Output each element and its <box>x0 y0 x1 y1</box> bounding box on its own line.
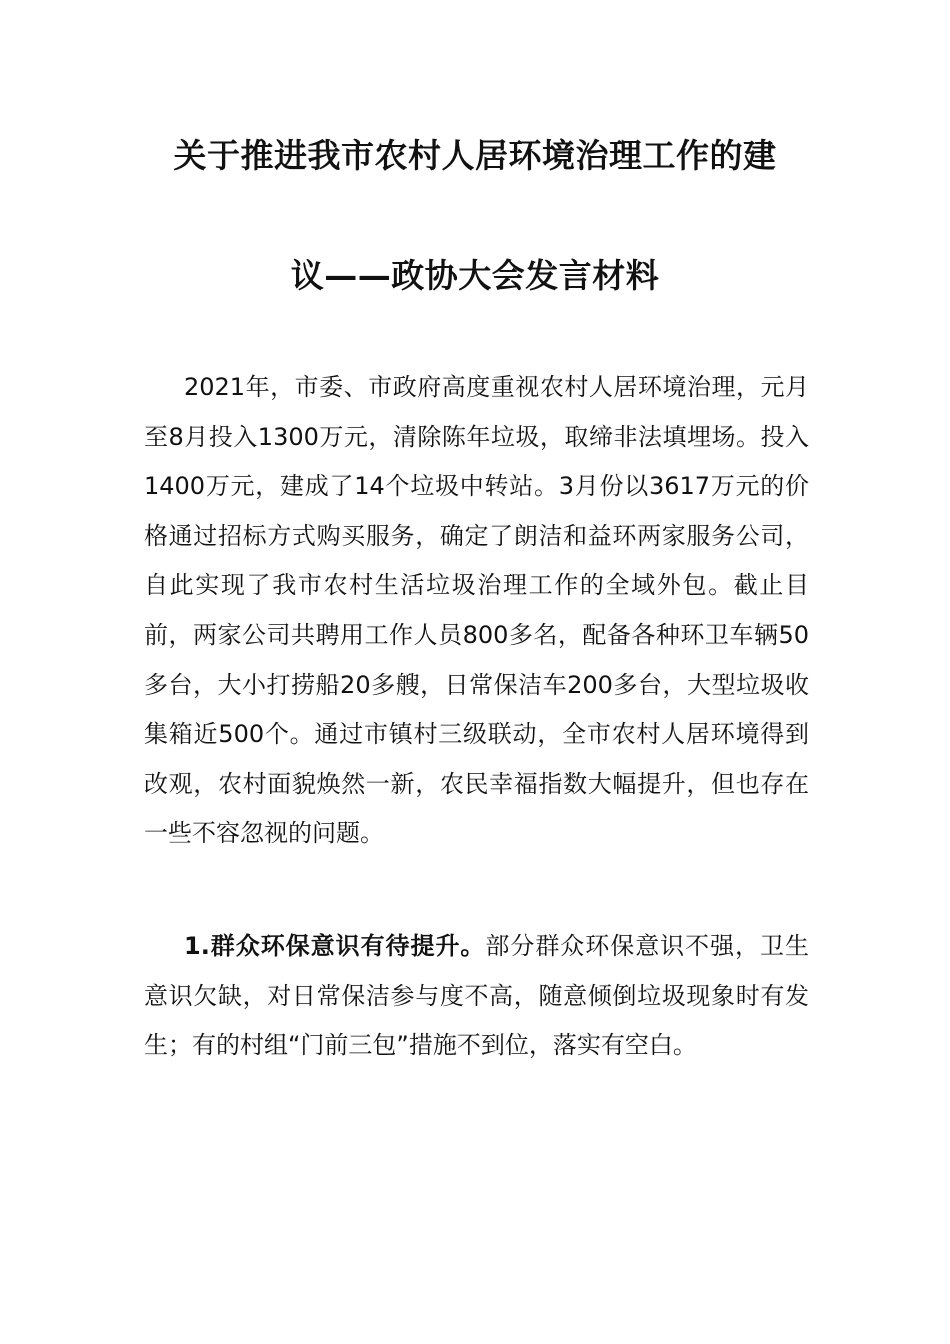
document-title-line-1: 关于推进我市农村人居环境治理工作的建 <box>173 136 777 175</box>
paragraph-2-lead: 1.群众环保意识有待提升。 <box>184 932 486 960</box>
paragraph-1 <box>144 363 809 859</box>
paragraph-2 <box>144 922 809 1071</box>
paragraph-2-text: 部分群众环保意识不强，卫生意识欠缺，对日常保洁参与度不高，随意倾倒垃圾现象时有发生；有的村组“门前三包”措施不到位，落实有空白。 <box>144 932 809 1060</box>
paragraph-1-text: 2021年，市委、市政府高度重视农村人居环境治理，元月至8月投入1300万元，清除陈年垃圾，取缔非法填埋场。投入1400万元，建成了14个垃圾中转站。3月份以3617万元的价格通过招标方式购买服务，确定了朗洁和益环两家服务公司，自此实现了我市农村生活垃圾治理工作的全域外包。截止目前，两家公司共聘用工作人员800多名，配备各种环卫车辆50多台，大小打捞船20多艘，日常保洁车200多台，大型垃圾收集箱近500个。通过市镇村三级联动，全市农村人居环境得到改观，农村面貌焕然一新，农民幸福指数大幅提升，但也存在一些不容忽视的问题。 <box>144 373 809 848</box>
document-title-line-2: 议——政协大会发言材料 <box>290 256 660 295</box>
